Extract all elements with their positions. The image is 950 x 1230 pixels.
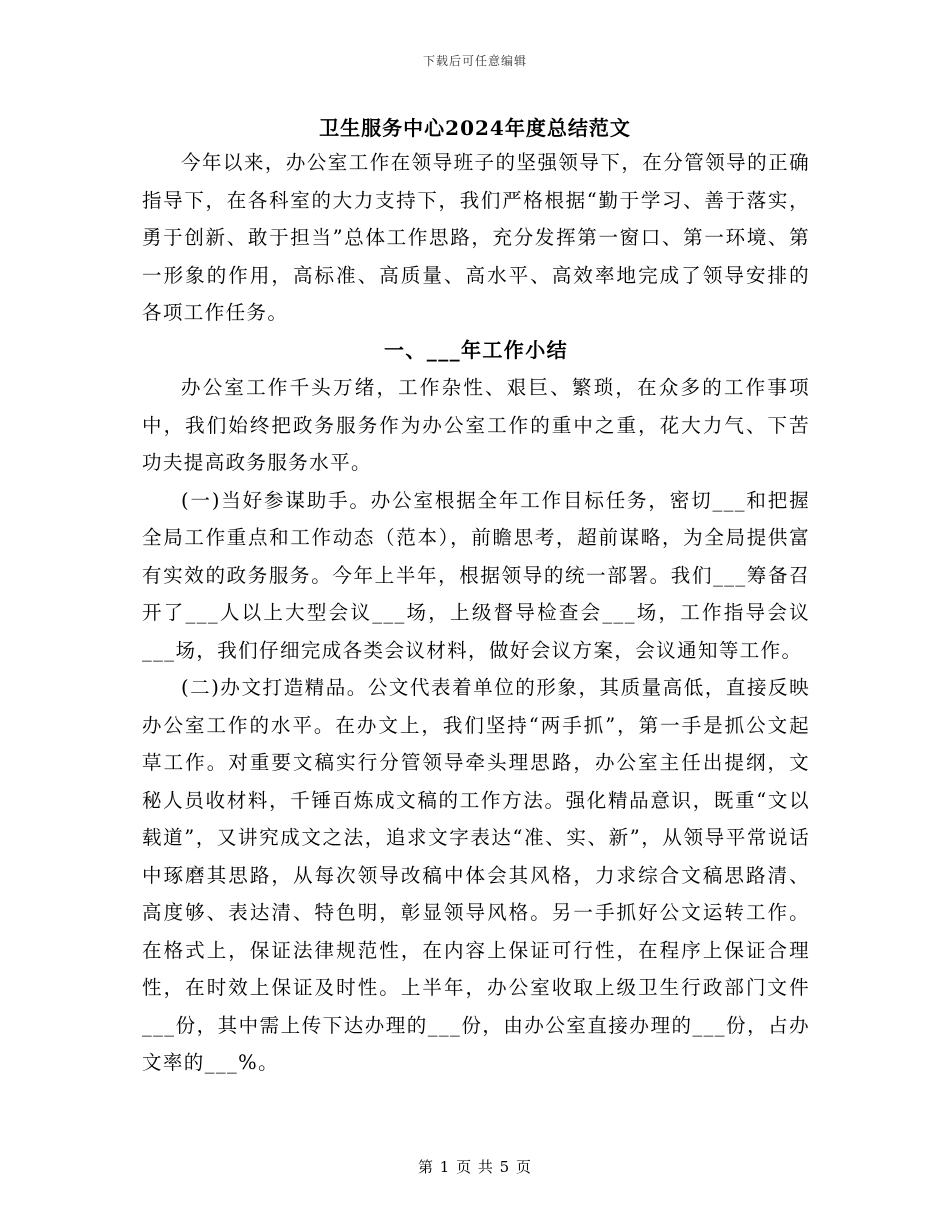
document-body [142, 144, 810, 1082]
section-intro-paragraph: 办公室工作千头万绪，工作杂性、艰巨、繁琐，在众多的工作事项中，我们始终把政务服务作为办公室工作的重中之重，花大力气、下苦功夫提高政务服务水平。 [142, 376, 810, 474]
document-title: 卫生服务中心2024年度总结范文 [319, 116, 631, 140]
header-note: 下载后可任意编辑 [422, 54, 527, 68]
item-paragraph-2: (二)办文打造精品。公文代表着单位的形象，其质量高低，直接反映办公室工作的水平。在办文上，我们坚持“两手抓”，第一手是抓公文起草工作。对重要文稿实行分管领导牵头理思路，办公室主任出提纲，文秘人员收材料，千锤百炼成文稿的工作方法。强化精品意识，既重“文以载道”，又讲究成文之法，追求文字表达“准、实、新”，从领导平常说话中琢磨其思路，从每次领导改稿中体会其风格，力求综合文稿思路清、高度够、表达清、特色明，彰显领导风格。另一手抓好公文运转工作。在格式上，保证法律规范性，在内容上保证可行性，在程序上保证合理性，在时效上保证及时性。上半年，办公室收取上级卫生行政部门文件___份，其中需上传下达办理的___份，由办公室直接办理的___份，占办文率的___%。 [142, 676, 810, 1074]
item-paragraph-1: (一)当好参谋助手。办公室根据全年工作目标任务，密切___和把握全局工作重点和工作动态（范本），前瞻思考，超前谋略，为全局提供富有实效的政务服务。今年上半年，根据领导的统一部署。我们___筹备召开了___人以上大型会议___场，上级督导检查会___场，工作指导会议___场，我们仔细完成各类会议材料，做好会议方案，会议通知等工作。 [142, 488, 810, 662]
page-number: 第 1 页 共 5 页 [418, 1158, 532, 1176]
intro-paragraph: 今年以来，办公室工作在领导班子的坚强领导下，在分管领导的正确指导下，在各科室的大力支持下，我们严格根据“勤于学习、善于落实，勇于创新、敢于担当”总体工作思路，充分发挥第一窗口、第一环境、第一形象的作用，高标准、高质量、高水平、高效率地完成了领导安排的各项工作任务。 [142, 151, 810, 324]
section-heading: 一、___年工作小结 [384, 337, 568, 362]
